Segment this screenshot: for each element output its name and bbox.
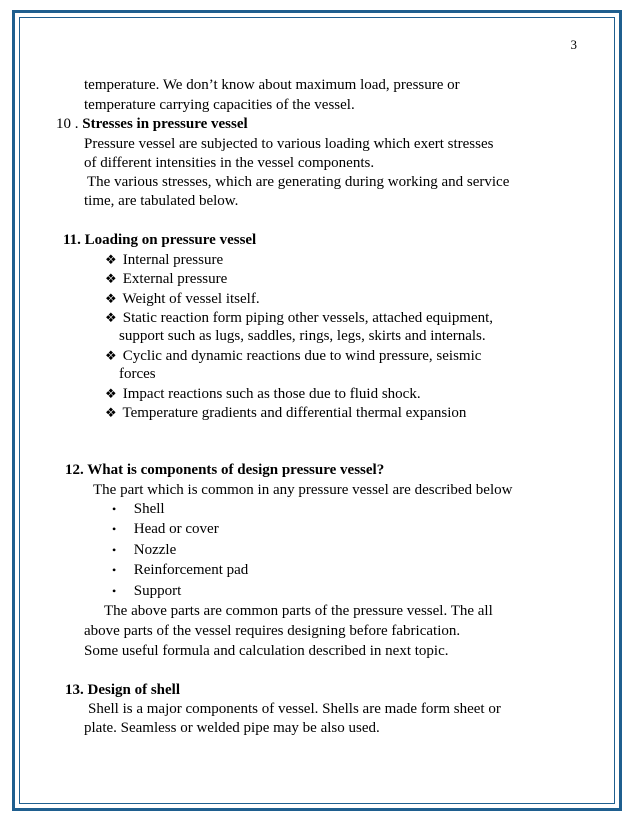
section-12-line-1: The above parts are common parts of the pressure vessel. The all (104, 603, 493, 619)
intro-line-2: temperature carrying capacities of the vessel. (84, 97, 355, 113)
diamond-bullet-icon: ❖ (105, 271, 117, 286)
bullet-icon: • (112, 522, 117, 536)
section-12-intro: The part which is common in any pressure vessel are described below (93, 482, 513, 498)
section-13-line-1: Shell is a major components of vessel. Shells are made form sheet or (88, 701, 501, 717)
bullet-icon: • (112, 563, 117, 577)
section-12-heading: 12. What is components of design pressure vessel? (65, 462, 385, 478)
section-10-line-2: of different intensities in the vessel components. (84, 155, 375, 171)
diamond-bullet-icon: ❖ (105, 291, 117, 306)
section-12-line-3: Some useful formula and calculation described in next topic. (84, 643, 449, 659)
section-13-heading: 13. Design of shell (65, 682, 181, 698)
section-10-title: Stresses in pressure vessel (82, 116, 248, 132)
section-12-line-2: above parts of the vessel requires designing before fabrication. (84, 623, 461, 639)
list-item: • Shell (112, 501, 165, 517)
bullet-icon: • (112, 543, 117, 557)
section-10-heading (56, 115, 248, 134)
diamond-bullet-icon: ❖ (105, 405, 117, 420)
list-item: ❖ Weight of vessel itself. (105, 291, 260, 307)
list-item: ❖ Cyclic and dynamic reactions due to wind pressure, seismic (105, 348, 482, 364)
list-item: • Nozzle (112, 542, 177, 558)
section-10-line-4: time, are tabulated below. (84, 193, 239, 209)
section-10-number: 10 . (56, 116, 79, 132)
list-item: • Reinforcement pad (112, 562, 249, 578)
diamond-bullet-icon: ❖ (105, 252, 117, 267)
page-number: 3 (570, 37, 577, 52)
list-item: ❖ Static reaction form piping other vessels, attached equipment, (105, 310, 494, 326)
section-10-line-1: Pressure vessel are subjected to various loading which exert stresses (84, 136, 494, 152)
bullet-icon: • (112, 502, 117, 516)
diamond-bullet-icon: ❖ (105, 386, 117, 401)
list-item: ❖ Internal pressure (105, 252, 224, 268)
diamond-bullet-icon: ❖ (105, 310, 117, 325)
list-item: • Head or cover (112, 521, 219, 537)
list-item: ❖ Impact reactions such as those due to fluid shock. (105, 386, 421, 402)
section-13-line-2: plate. Seamless or welded pipe may be also used. (84, 720, 380, 736)
bullet-icon: • (112, 584, 117, 598)
list-item: ❖ External pressure (105, 271, 228, 287)
list-item-continuation: support such as lugs, saddles, rings, legs, skirts and internals. (119, 328, 486, 344)
list-item: • Support (112, 583, 182, 599)
section-10-line-3: The various stresses, which are generating during working and service (87, 174, 510, 190)
list-item: ❖ Temperature gradients and differential thermal expansion (105, 405, 467, 421)
section-11-heading: 11. Loading on pressure vessel (63, 232, 257, 248)
list-item-continuation: forces (119, 366, 156, 382)
diamond-bullet-icon: ❖ (105, 348, 117, 363)
intro-line-1: temperature. We don’t know about maximum load, pressure or (84, 77, 460, 93)
